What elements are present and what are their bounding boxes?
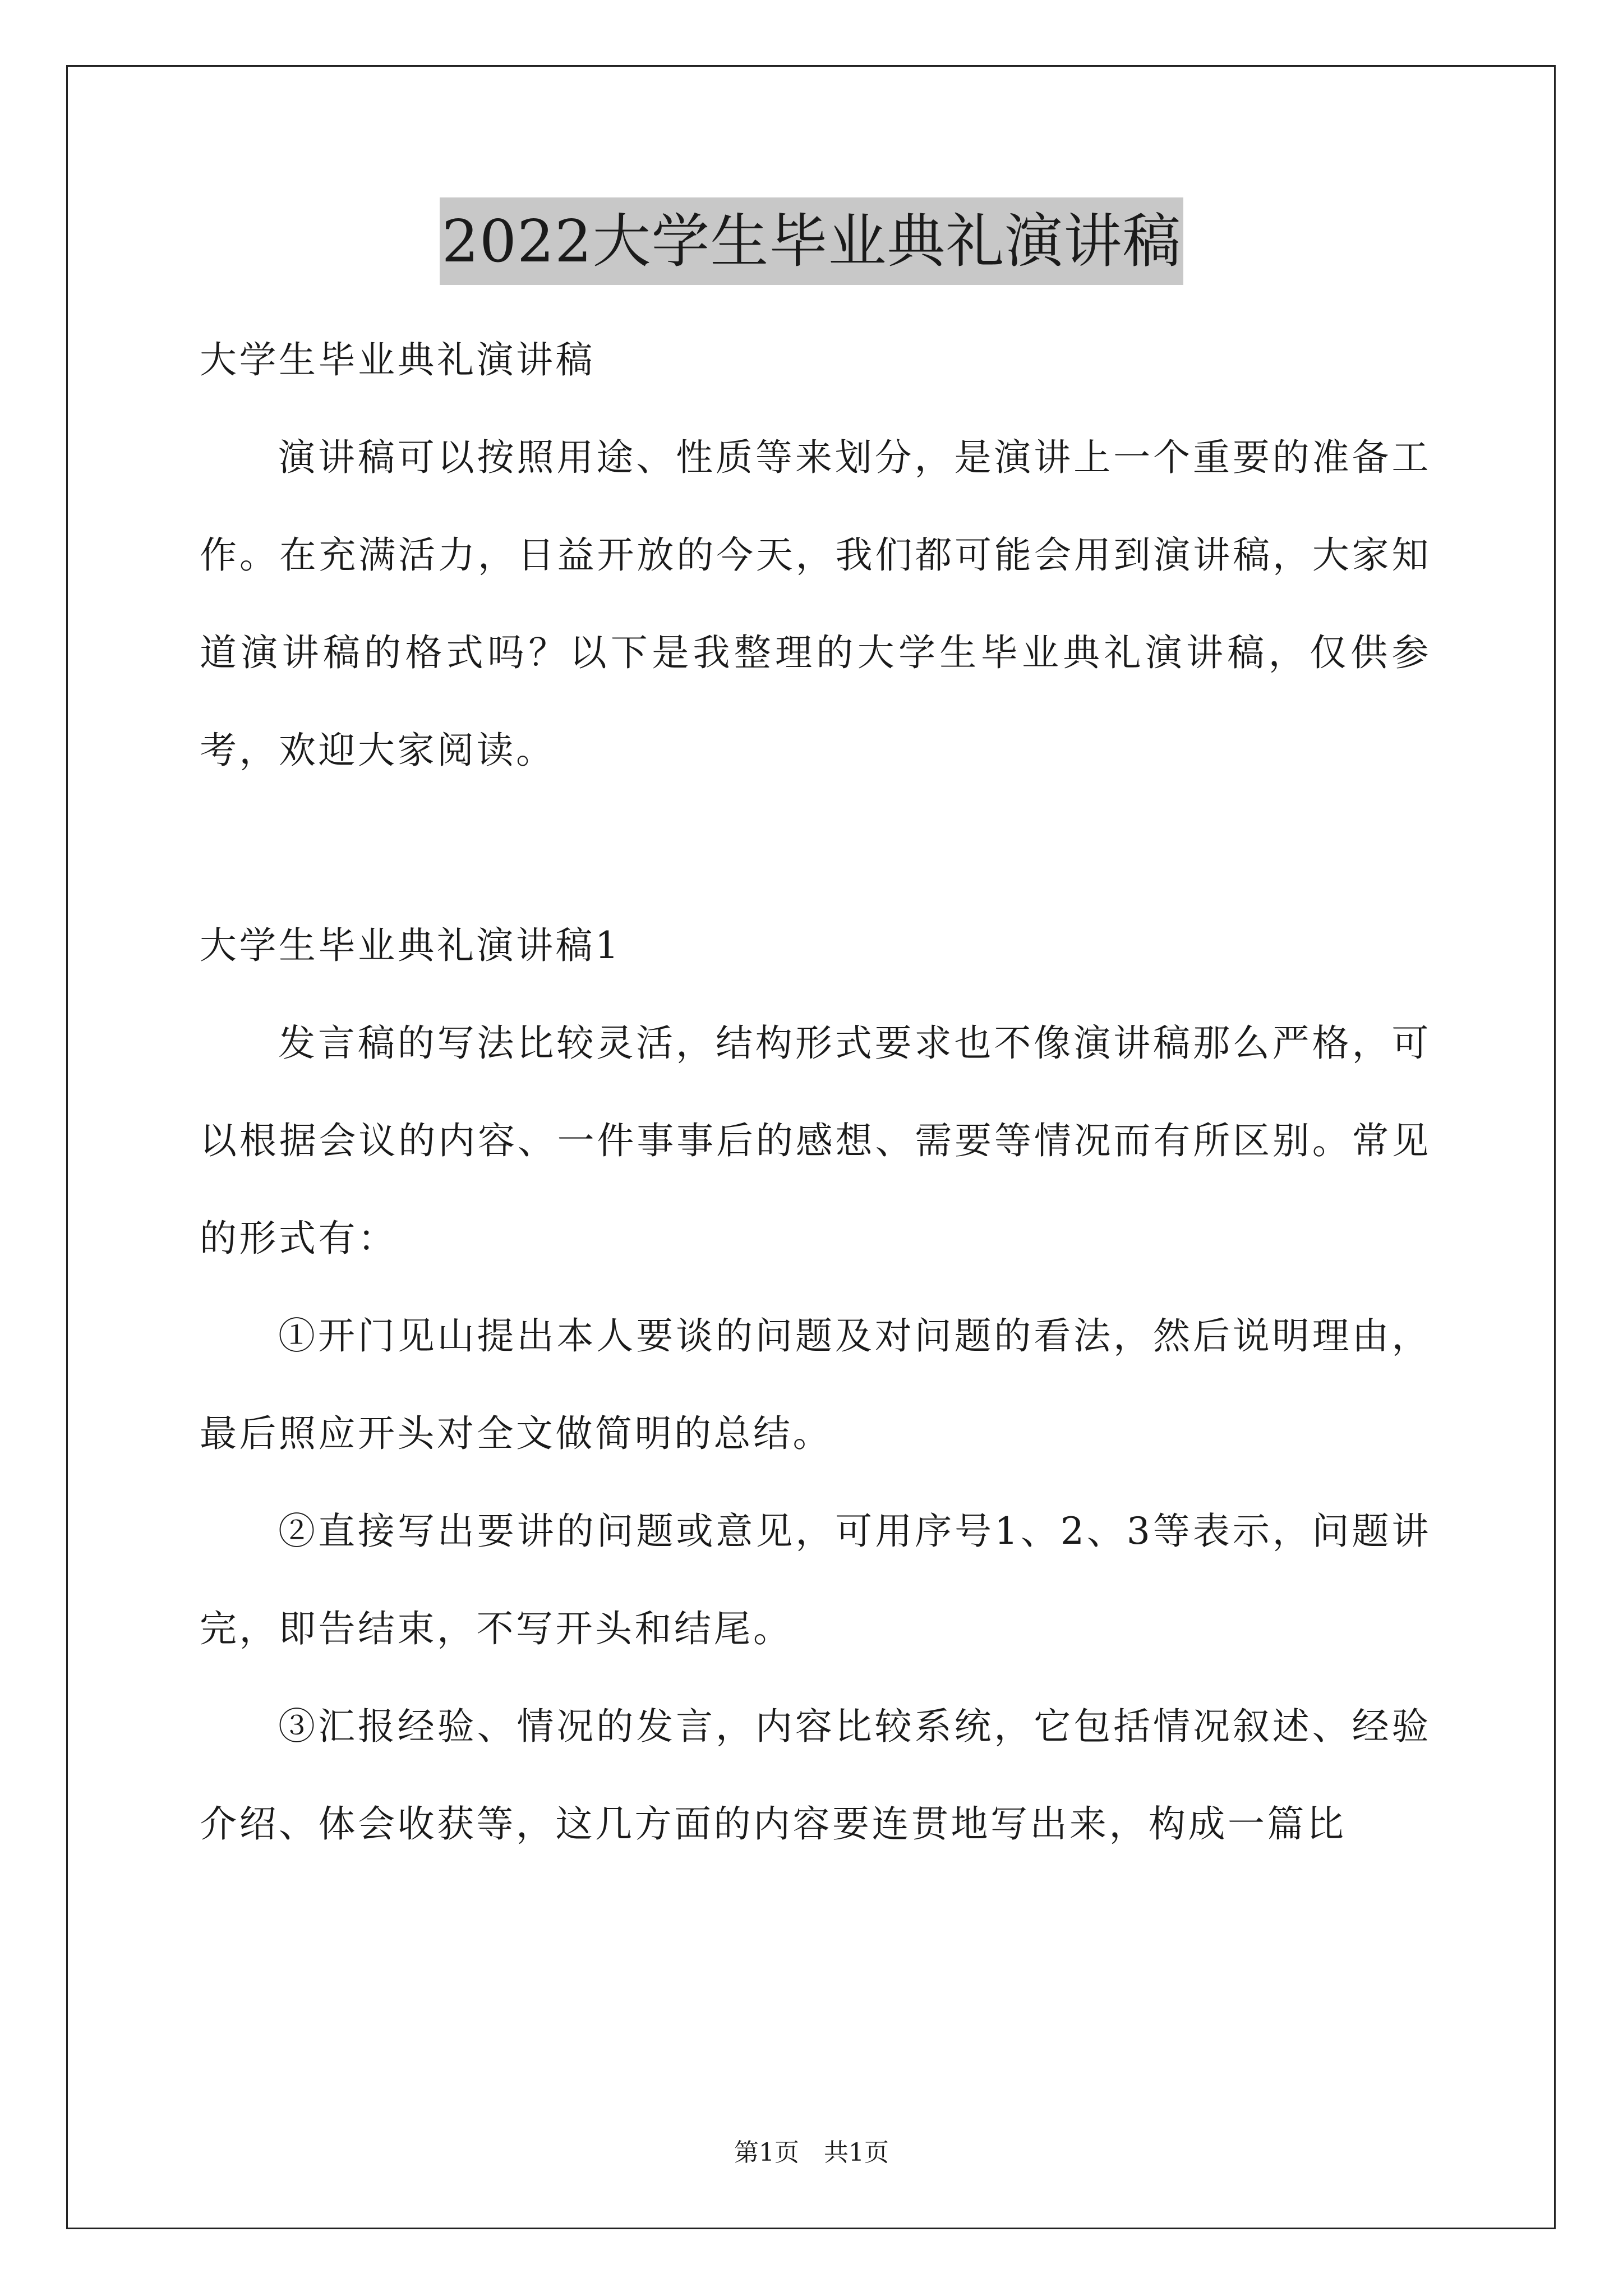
- title-container: [0, 197, 1623, 285]
- paragraph: 演讲稿可以按照用途、性质等来划分，是演讲上一个重要的准备工作。在充满活力，日益开放的今天，我们都可能会用到演讲稿，大家知道演讲稿的格式吗？以下是我整理的大学生毕业典礼演讲稿，仅供参考，欢迎大家阅读。: [200, 436, 1431, 772]
- blank-line: [200, 799, 1431, 897]
- paragraph: ②直接写出要讲的问题或意见，可用序号1、2、3等表示，问题讲完，即告结束，不写开头和结尾。: [200, 1510, 1431, 1650]
- page-footer: [0, 2136, 1623, 2170]
- section-heading: 大学生毕业典礼演讲稿1: [200, 924, 621, 967]
- paragraph: ③汇报经验、情况的发言，内容比较系统，它包括情况叙述、经验介绍、体会收获等，这几方面的内容要连贯地写出来，构成一篇比: [200, 1705, 1431, 1846]
- document-body: [200, 311, 1431, 1873]
- paragraph: 发言稿的写法比较灵活，结构形式要求也不像演讲稿那么严格，可以根据会议的内容、一件事事后的感想、需要等情况而有所区别。常见的形式有：: [200, 1022, 1431, 1260]
- paragraph: ①开门见山提出本人要谈的问题及对问题的看法，然后说明理由，最后照应开头对全文做简明的总结。: [200, 1314, 1431, 1455]
- page-number: 第1页 共1页: [734, 2138, 889, 2167]
- document-title: 2022大学生毕业典礼演讲稿: [440, 197, 1184, 285]
- section-heading: 大学生毕业典礼演讲稿: [200, 338, 595, 381]
